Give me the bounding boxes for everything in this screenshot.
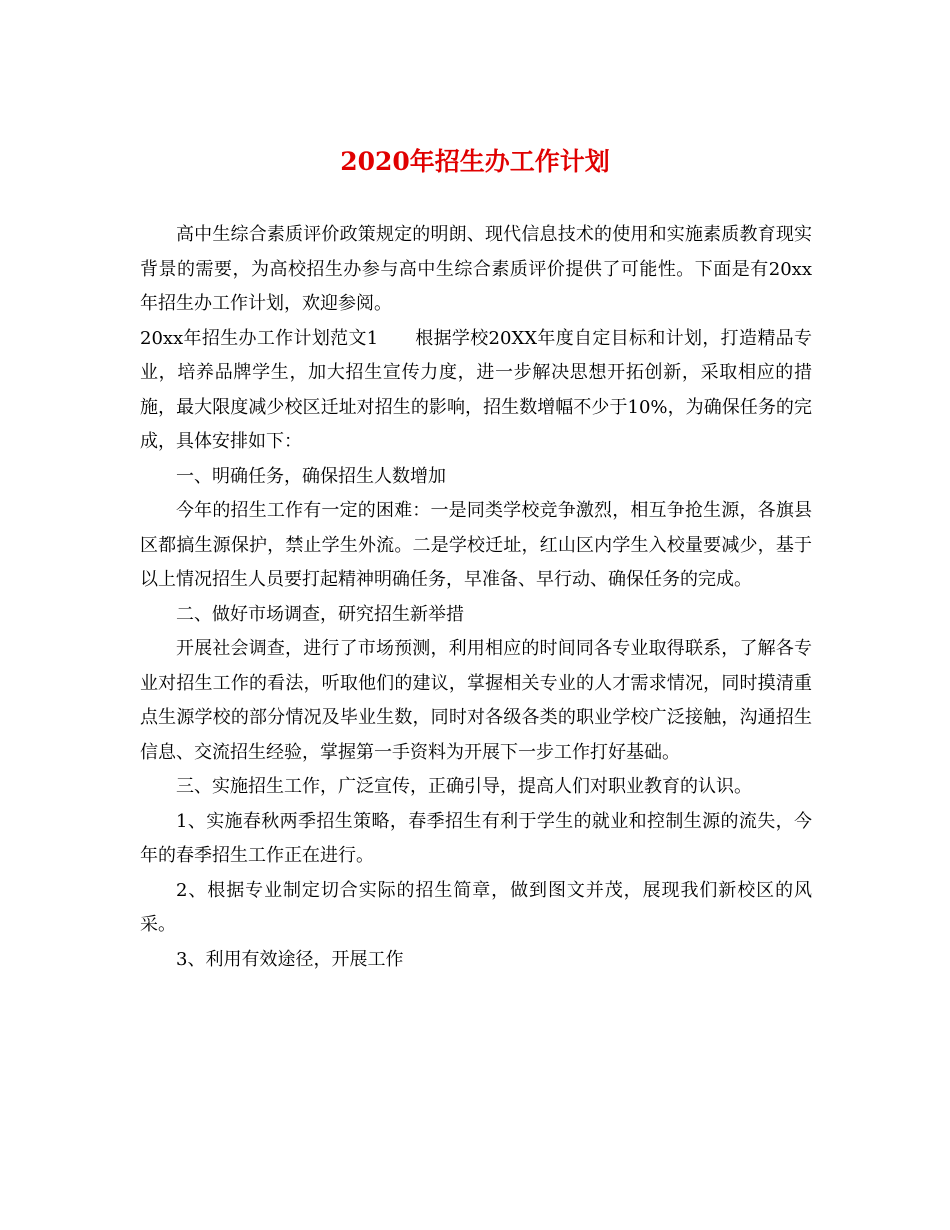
- section-heading-3: 三、实施招生工作，广泛宣传，正确引导，提高人们对职业教育的认识。: [176, 776, 752, 797]
- document-title: 2020年招生办工作计划: [340, 147, 610, 176]
- section-heading-2: 二、做好市场调查，研究招生新举措: [176, 603, 464, 625]
- paragraph-intro: 高中生综合素质评价政策规定的明朗、现代信息技术的使用和实施素质教育现实背景的需要，为高校招生办参与高中生综合素质评价提供了可能性。下面是有20xx年招生办工作计划，欢迎参阅。: [140, 224, 812, 314]
- list-item-3: 3、利用有效途径，开展工作: [176, 948, 404, 970]
- section-heading-1: 一、明确任务，确保招生人数增加: [176, 465, 446, 487]
- paragraph-sample-heading: 20xx年招生办工作计划范文1 根据学校20XX年度自定目标和计划，打造精品专业，培养品牌学生，加大招生宣传力度，进一步解决思想开拓创新，采取相应的措施，最大限度减少校区迁址对招生的影响，招生数增幅不少于10%，为确保任务的完成，具体安排如下：: [140, 327, 812, 452]
- list-item-1: 1、实施春秋两季招生策略，春季招生有利于学生的就业和控制生源的流失，今年的春季招生工作正在进行。: [140, 810, 812, 866]
- document-body: [140, 218, 812, 977]
- paragraph-section-2: 开展社会调查，进行了市场预测，利用相应的时间同各专业取得联系，了解各专业对招生工作的看法，听取他们的建议，掌握相关专业的人才需求情况，同时摸清重点生源学校的部分情况及毕业生数，同时对各级各类的职业学校广泛接触，沟通招生信息、交流招生经验，掌握第一手资料为开展下一步工作打好基础。: [140, 638, 812, 763]
- paragraph-section-1: 今年的招生工作有一定的困难：一是同类学校竞争激烈，相互争抢生源，各旗县区都搞生源保护，禁止学生外流。二是学校迁址，红山区内学生入校量要减少，基于以上情况招生人员要打起精神明确任务，早准备、早行动、确保任务的完成。: [140, 500, 812, 590]
- list-item-2: 2、根据专业制定切合实际的招生简章，做到图文并茂，展现我们新校区的风采。: [140, 879, 812, 935]
